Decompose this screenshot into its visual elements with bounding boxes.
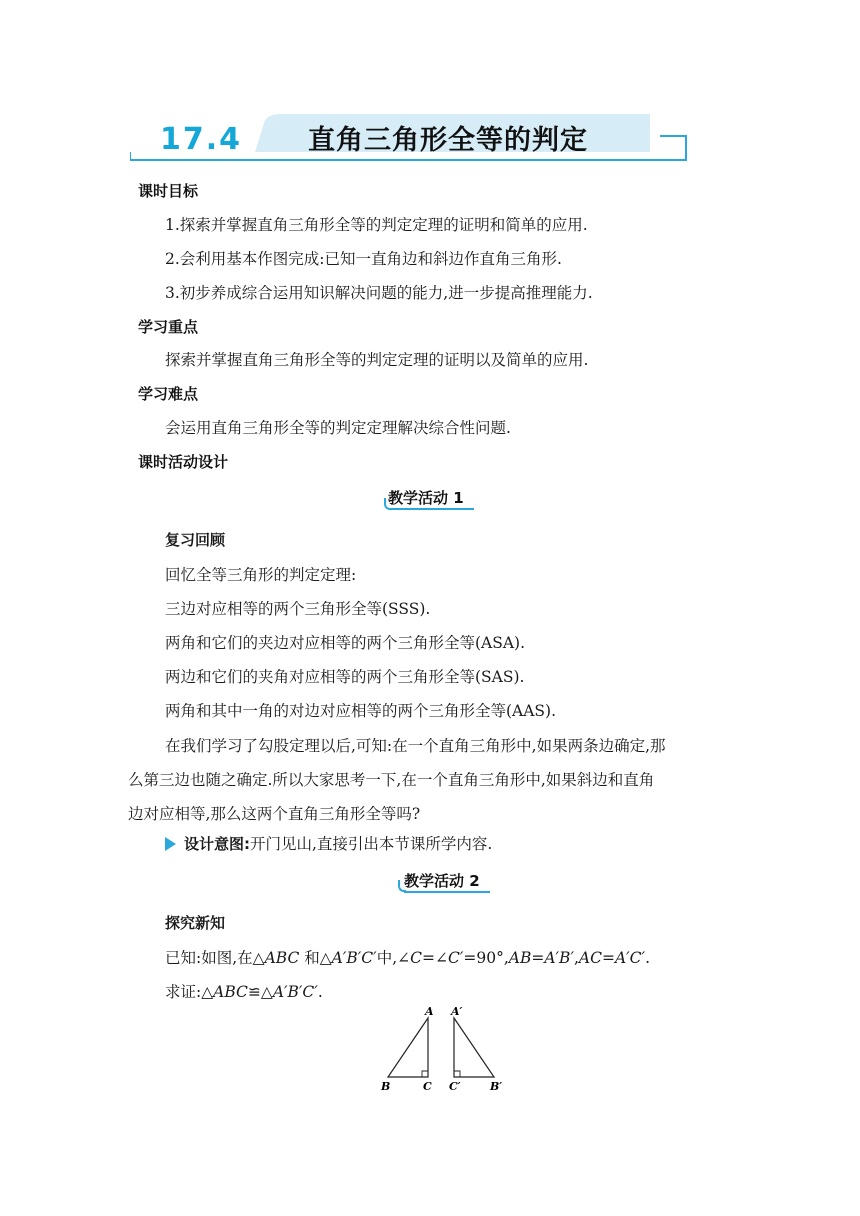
label-Bprime: B′ <box>490 1080 503 1093</box>
review-line: 三边对应相等的两个三角形全等(SSS). <box>165 600 431 618</box>
activity1-subheading: 复习回顾 <box>165 531 226 549</box>
objective-item: 2.会利用基本作图完成:已知一直角边和斜边作直角三角形. <box>165 250 562 268</box>
triangle-apbpcp <box>454 1018 494 1077</box>
label-A: A <box>425 1005 434 1018</box>
review-line: 两角和它们的夹边对应相等的两个三角形全等(ASA). <box>165 634 526 652</box>
prove-statement: 求证:△ABC≌△A′B′C′. <box>165 983 323 1001</box>
review-line: 回忆全等三角形的判定定理: <box>165 566 357 584</box>
triangle-abc <box>388 1018 428 1077</box>
review-line: 两边和它们的夹角对应相等的两个三角形全等(SAS). <box>165 668 525 686</box>
given-statement: 已知:如图,在△ABC 和△A′B′C′中,∠C=∠C′=90°,AB=A′B′,AC=A′C′. <box>165 949 650 967</box>
label-B: B <box>381 1080 391 1093</box>
design-intent <box>165 832 492 854</box>
design-intent-label: 设计意图: <box>184 835 250 853</box>
review-line: 两角和其中一角的对边对应相等的两个三角形全等(AAS). <box>165 702 557 720</box>
objective-item: 1.探索并掌握直角三角形全等的判定定理的证明和简单的应用. <box>165 216 588 234</box>
label-Cprime: C′ <box>449 1080 461 1093</box>
activity1-underline <box>390 508 474 510</box>
difficulties-text: 会运用直角三角形全等的判定定理解决综合性问题. <box>165 419 511 437</box>
key-points-heading: 学习重点 <box>138 318 199 336</box>
objective-item: 3.初步养成综合运用知识解决问题的能力,进一步提高推理能力. <box>165 284 593 302</box>
design-intent-text: 开门见山,直接引出本节课所学内容. <box>250 835 493 853</box>
activity2-underline <box>404 891 490 893</box>
activity2-title: 教学活动 2 <box>404 872 480 890</box>
triangles-figure <box>370 1000 510 1095</box>
label-Aprime: A′ <box>451 1005 463 1018</box>
activity2-subheading: 探究新知 <box>165 914 226 932</box>
difficulties-heading: 学习难点 <box>138 385 199 403</box>
activity1-title: 教学活动 1 <box>388 489 464 507</box>
paragraph-line: 边对应相等,那么这两个直角三角形全等吗? <box>128 805 421 823</box>
section-title: 直角三角形全等的判定 <box>308 125 588 156</box>
design-heading: 课时活动设计 <box>138 453 229 471</box>
key-points-text: 探索并掌握直角三角形全等的判定定理的证明以及简单的应用. <box>165 351 589 369</box>
section-number: 17.4 <box>160 122 243 157</box>
paragraph-line: 在我们学习了勾股定理以后,可知:在一个直角三角形中,如果两条边确定,那 <box>165 737 666 755</box>
label-C: C <box>423 1080 432 1093</box>
paragraph-line: 么第三边也随之确定.所以大家思考一下,在一个直角三角形中,如果斜边和直角 <box>128 771 655 789</box>
triangle-arrow-icon <box>165 837 176 851</box>
section-header <box>130 112 690 164</box>
objectives-heading: 课时目标 <box>138 182 199 200</box>
